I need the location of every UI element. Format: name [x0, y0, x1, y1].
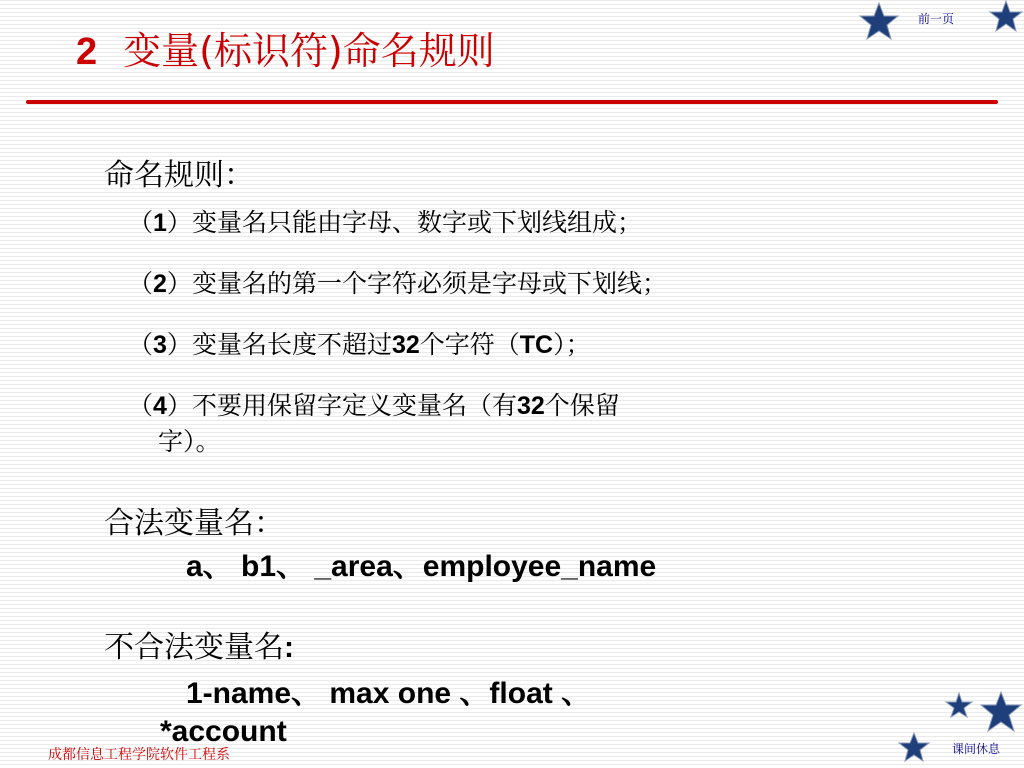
rule-item: （3）变量名长度不超过32个字符（TC）；: [128, 330, 591, 359]
footer-institution: 成都信息工程学院软件工程系: [48, 747, 230, 763]
star-icon[interactable]: [988, 0, 1024, 34]
rule-item: （2）变量名的第一个字符必须是字母或下划线；: [128, 269, 667, 298]
star-icon: [944, 692, 974, 720]
star-icon[interactable]: [858, 2, 900, 42]
rule-item: （1）变量名只能由字母、数字或下划线组成；: [128, 208, 642, 237]
prev-page-link[interactable]: 前一页: [918, 12, 955, 26]
rule-item: （4）不要用保留字定义变量名（有32个保留: [128, 391, 620, 420]
legal-names-heading: 合法变量名：: [104, 506, 284, 541]
break-link[interactable]: 课间休息: [952, 742, 1001, 756]
legal-names-examples: a、 b1、 _area、employee_name: [186, 550, 657, 583]
illegal-names-examples-continuation: *account: [160, 715, 287, 748]
naming-rules-heading: 命名规则：: [104, 158, 254, 193]
slide-title-text: 变量(标识符)命名规则: [123, 29, 495, 73]
slide-title: [76, 20, 495, 75]
star-icon: [980, 690, 1022, 734]
illegal-names-heading: 不合法变量名:: [104, 630, 294, 665]
slide-title-number: 2: [76, 31, 98, 73]
star-icon[interactable]: [898, 732, 930, 764]
illegal-names-examples: 1-name、 max one 、float 、: [186, 677, 592, 710]
rule-item-continuation: 字）。: [158, 427, 221, 456]
title-underline: [26, 100, 998, 104]
